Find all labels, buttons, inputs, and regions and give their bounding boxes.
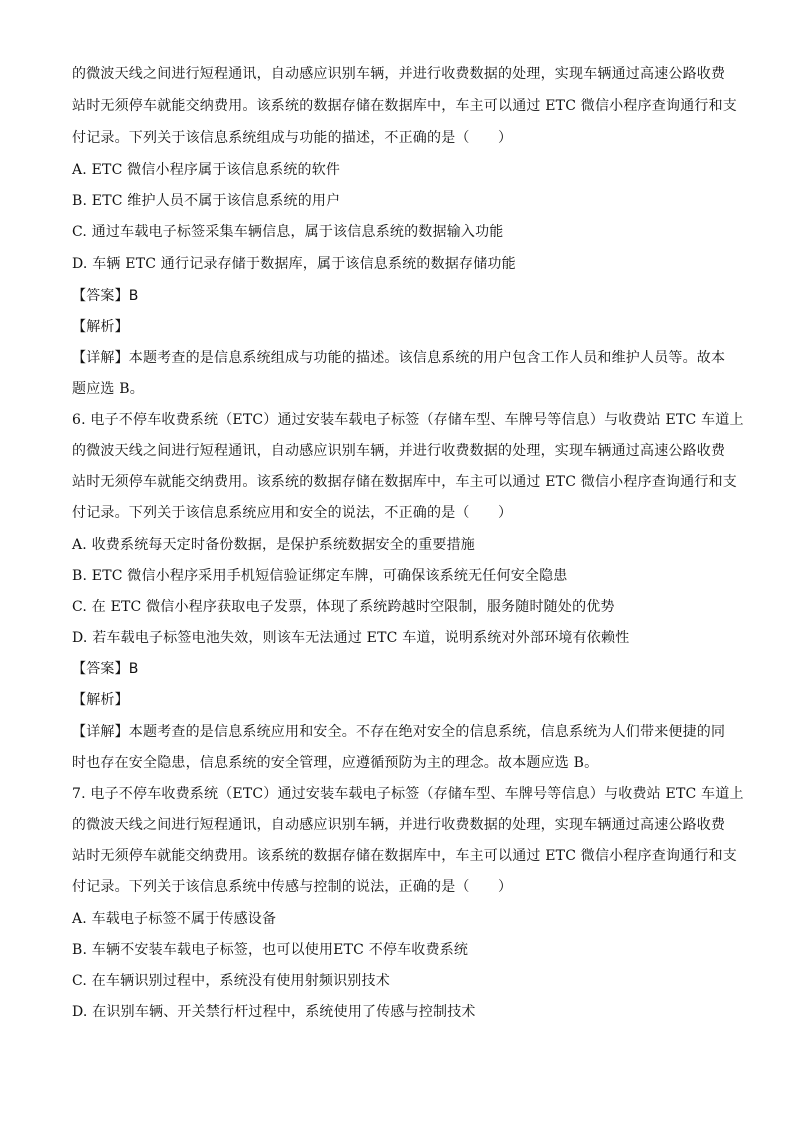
q7-stem-line: 付记录。下列关于该信息系统中传感与控制的说法，正确的是（ ） (72, 879, 513, 895)
q6-option-d: D. 若车载电子标签电池失效，则该车无法通过 ETC 车道，说明系统对外部环境有依赖性 (72, 630, 630, 646)
q6-stem-line: 的微波天线之间进行短程通讯，自动感应识别车辆，并进行收费数据的处理，实现车辆通过高速公路收费 (72, 443, 726, 459)
q5-answer: 【答案】B (72, 288, 139, 304)
q6-stem-line: 付记录。下列关于该信息系统应用和安全的说法，不正确的是（ ） (72, 505, 513, 521)
q7-option-a: A. 车载电子标签不属于传感设备 (72, 911, 277, 927)
q7-option-d: D. 在识别车辆、开关禁行杆过程中，系统使用了传感与控制技术 (72, 1004, 476, 1020)
q5-stem-line: 站时无须停车就能交纳费用。该系统的数据存储在数据库中，车主可以通过 ETC 微信小程序查询通行和支 (72, 98, 737, 114)
q7-option-b: B. 车辆不安装车载电子标签，也可以使用ETC 不停车收费系统 (72, 942, 469, 958)
q6-explanation-line: 【详解】本题考查的是信息系统应用和安全。不存在绝对安全的信息系统，信息系统为人们带来便捷的同 (72, 724, 726, 740)
q6-analysis-heading: 【解析】 (72, 692, 129, 708)
q6-stem-line: 站时无须停车就能交纳费用。该系统的数据存储在数据库中，车主可以通过 ETC 微信小程序查询通行和支 (72, 474, 737, 490)
q6-explanation-line: 时也存在安全隐患，信息系统的安全管理，应遵循预防为主的理念。故本题应选 B。 (72, 755, 599, 771)
q5-explanation-line: 【详解】本题考查的是信息系统组成与功能的描述。该信息系统的用户包含工作人员和维护人员等。故本 (72, 350, 726, 366)
q7-stem-line: 7. 电子不停车收费系统（ETC）通过安装车载电子标签（存储车型、车牌号等信息）与收费站 ETC 车道上 (72, 786, 744, 802)
q5-option-c: C. 通过车载电子标签采集车辆信息，属于该信息系统的数据输入功能 (72, 224, 504, 240)
q5-analysis-heading: 【解析】 (72, 319, 129, 335)
q5-option-a: A. ETC 微信小程序属于该信息系统的软件 (72, 162, 341, 178)
q7-option-c: C. 在车辆识别过程中，系统没有使用射频识别技术 (72, 973, 390, 989)
q5-stem-line: 付记录。下列关于该信息系统组成与功能的描述，不正确的是（ ） (72, 130, 513, 146)
q6-option-a: A. 收费系统每天定时备份数据，是保护系统数据安全的重要措施 (72, 537, 476, 553)
q7-stem-line: 的微波天线之间进行短程通讯，自动感应识别车辆，并进行收费数据的处理，实现车辆通过高速公路收费 (72, 817, 726, 833)
q6-stem-line: 6. 电子不停车收费系统（ETC）通过安装车载电子标签（存储车型、车牌号等信息）与收费站 ETC 车道上 (72, 412, 744, 428)
q5-option-b: B. ETC 维护人员不属于该信息系统的用户 (72, 193, 341, 209)
q5-option-d: D. 车辆 ETC 通行记录存储于数据库，属于该信息系统的数据存储功能 (72, 256, 516, 272)
q5-stem-line: 的微波天线之间进行短程通讯，自动感应识别车辆，并进行收费数据的处理，实现车辆通过高速公路收费 (72, 66, 726, 82)
q6-answer: 【答案】B (72, 661, 139, 677)
q7-stem-line: 站时无须停车就能交纳费用。该系统的数据存储在数据库中，车主可以通过 ETC 微信小程序查询通行和支 (72, 848, 737, 864)
q5-explanation-line: 题应选 B。 (72, 381, 144, 397)
q6-option-b: B. ETC 微信小程序采用手机短信验证绑定车牌，可确保该系统无任何安全隐患 (72, 568, 568, 584)
q6-option-c: C. 在 ETC 微信小程序获取电子发票，体现了系统跨越时空限制，服务随时随处的优势 (72, 599, 615, 615)
